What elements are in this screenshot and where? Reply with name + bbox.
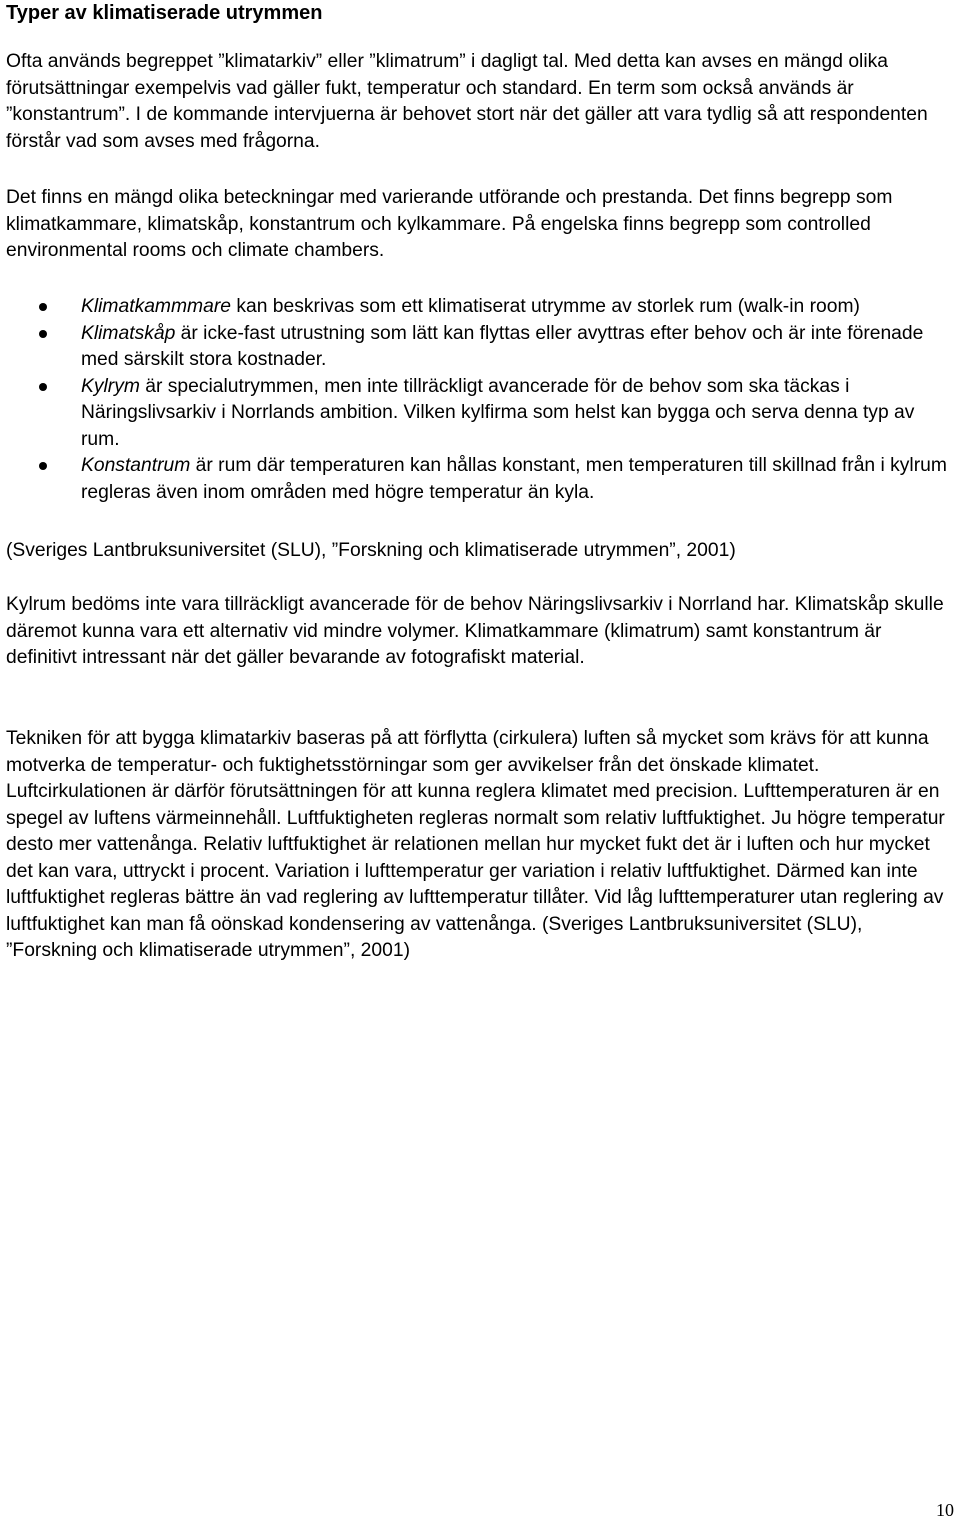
list-item-text: kan beskrivas som ett klimatiserat utrymme av storlek rum (walk-in room) (231, 296, 860, 317)
list-item-term: Klimatskåp (81, 322, 176, 344)
room-types-list (6, 294, 954, 506)
bullet-icon (39, 330, 47, 338)
list-item-text: är rum där temperaturen kan hållas konstant, men temperaturen till skillnad från i kylrum regleras även inom områden med högre temperatur än kyla. (81, 455, 947, 503)
list-item-term: Kylrym (81, 375, 140, 397)
list-item-text: är icke-fast utrustning som lätt kan flyttas eller avyttras efter behov och är inte förenade med särskilt stora kostnader. (81, 322, 924, 370)
bullet-icon (39, 303, 47, 311)
list-item (6, 374, 954, 454)
section-heading: Typer av klimatiserade utrymmen (6, 2, 323, 24)
list-item-text: är specialutrymmen, men inte tillräckligt avancerade för de behov som ska täckas i Näringslivsarkiv i Norrlands ambition. Vilken kylfirma som helst kan bygga och serva denna typ av rum. (81, 375, 915, 450)
technique-paragraph: Tekniken för att bygga klimatarkiv baseras på att förflytta (cirkulera) luften så mycket som krävs för att kunna motverka de temperatur- och fuktighetsstörningar som ger avvikelser från det önskade klimatet. Luftcirkulationen är därför förutsättningen för att kunna reglera klimatet med precision. Lufttemperaturen är en spegel av luftens värmeinnehåll. Luftfuktigheten regleras normalt som relativ luftfuktighet. Ju högre temperatur desto mer vattenånga. Relativ luftfuktighet är relationen mellan hur mycket fukt det är i luften och hur mycket det kan vara, uttryckt i procent. Variation i lufttemperatur ger variation i relativ luftfuktighet. Därmed kan inte luftfuktighet regleras bättre än vad reglering av lufttemperatur tillåter. Vid låg lufttemperaturer utan reglering av luftfuktighet kan man få oönskad kondensering av vattenånga. (Sveriges Lantbruksuniversitet (SLU), ”Forskning och klimatiserade utrymmen”, 2001) (6, 728, 945, 961)
list-item (6, 294, 954, 321)
list-item (6, 453, 954, 506)
page-number: 10 (936, 1500, 954, 1520)
list-item (6, 321, 954, 374)
assessment-paragraph: Kylrum bedöms inte vara tillräckligt avancerade för de behov Näringslivsarkiv i Norrland har. Klimatskåp skulle däremot kunna vara ett alternativ vid mindre volymer. Klimatkammare (klimatrum) samt konstantrum är definitivt intressant när det gäller bevarande av fotografiskt material. (6, 594, 944, 668)
list-item-term: Konstantrum (81, 455, 191, 476)
intro-paragraph: Ofta används begreppet ”klimatarkiv” eller ”klimatrum” i dagligt tal. Med detta kan avses en mängd olika förutsättningar exempelvis vad gäller fukt, temperatur och standard. En term som också används är ”konstantrum”. I de kommande intervjuerna är behovet stort när det gäller att vara tydlig så att respondenten förstår vad som avses med frågorna. (6, 51, 928, 152)
source-citation: (Sveriges Lantbruksuniversitet (SLU), ”Forskning och klimatiserade utrymmen”, 2001) (6, 540, 736, 561)
terminology-paragraph: Det finns en mängd olika beteckningar med varierande utförande och prestanda. Det finns begrepp som klimatkammare, klimatskåp, konstantrum och kylkammare. På engelska finns begrepp som controlled environmental rooms och climate chambers. (6, 187, 893, 261)
bullet-icon (39, 462, 47, 470)
bullet-icon (39, 383, 47, 391)
list-item-term: Klimatkammmare (81, 296, 231, 317)
